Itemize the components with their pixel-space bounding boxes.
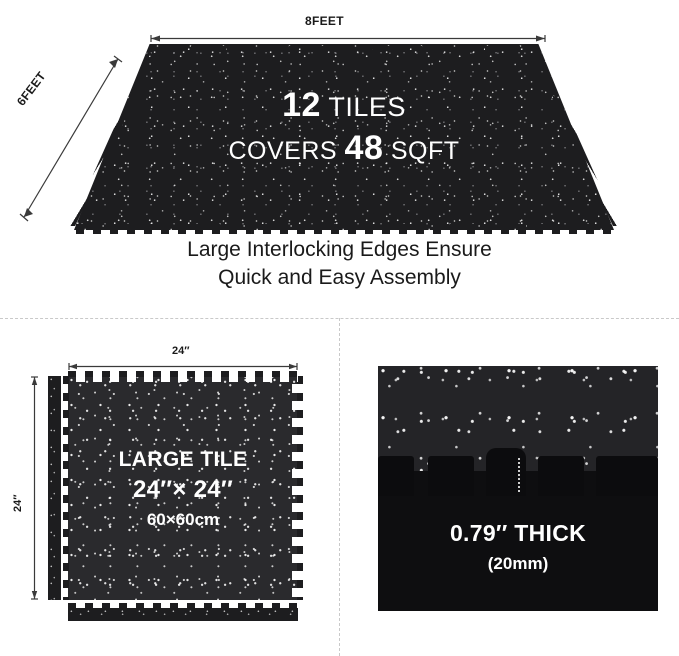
tile-text-line-1: LARGE TILE (118, 448, 248, 471)
tooth-block-1 (378, 456, 414, 496)
dimension-arrow-width-top (150, 34, 546, 43)
mat-coverage-headline (74, 86, 614, 167)
tile-size-text (68, 448, 298, 530)
tile-dimension-arrow-width (68, 362, 298, 371)
bottom-right-panel (378, 366, 658, 611)
vertical-divider (339, 318, 340, 656)
tile-edge-notch-top (68, 376, 298, 382)
tooth-block-3 (486, 448, 526, 496)
coverage-unit: SQFT (390, 137, 460, 166)
thickness-text (378, 520, 658, 574)
top-caption-line-2: Quick and Easy Assembly (218, 266, 461, 290)
tile-dimension-label-width: 24′′ (172, 345, 190, 357)
tile-text-line-3: 60×60cm (146, 510, 220, 529)
tile-bottom-edge-strip (68, 608, 298, 621)
tile-side-edge-strip (48, 376, 61, 600)
single-tile-illustration (68, 376, 298, 600)
tile-dimension-label-height: 24′′ (12, 494, 24, 512)
dimension-label-width-top: 8FEET (305, 14, 344, 28)
tile-bottom-edge-teeth (68, 603, 298, 609)
tooth-block-5 (596, 456, 658, 496)
mat-edge-teeth-bottom (76, 224, 612, 234)
tooth-block-2 (428, 456, 474, 496)
tile-count-unit: TILES (328, 92, 406, 122)
coverage-prefix: COVERS (228, 137, 338, 166)
tile-dimension-arrow-height (30, 376, 39, 600)
thickness-measure-line (518, 458, 520, 492)
interlocking-mat-illustration (74, 44, 614, 230)
tile-text-line-2: 24′′× 24′′ (132, 476, 234, 503)
top-caption (0, 236, 679, 293)
top-panel (0, 0, 679, 318)
tooth-block-4 (538, 456, 584, 496)
thickness-metric-label: (20mm) (487, 554, 549, 573)
tile-count-value: 12 (282, 86, 321, 124)
coverage-value: 48 (344, 129, 384, 168)
top-caption-line-1: Large Interlocking Edges Ensure (187, 238, 492, 261)
dimension-label-height-left: 6FEET (14, 68, 49, 109)
thickness-label: 0.79′′ THICK (449, 520, 587, 546)
